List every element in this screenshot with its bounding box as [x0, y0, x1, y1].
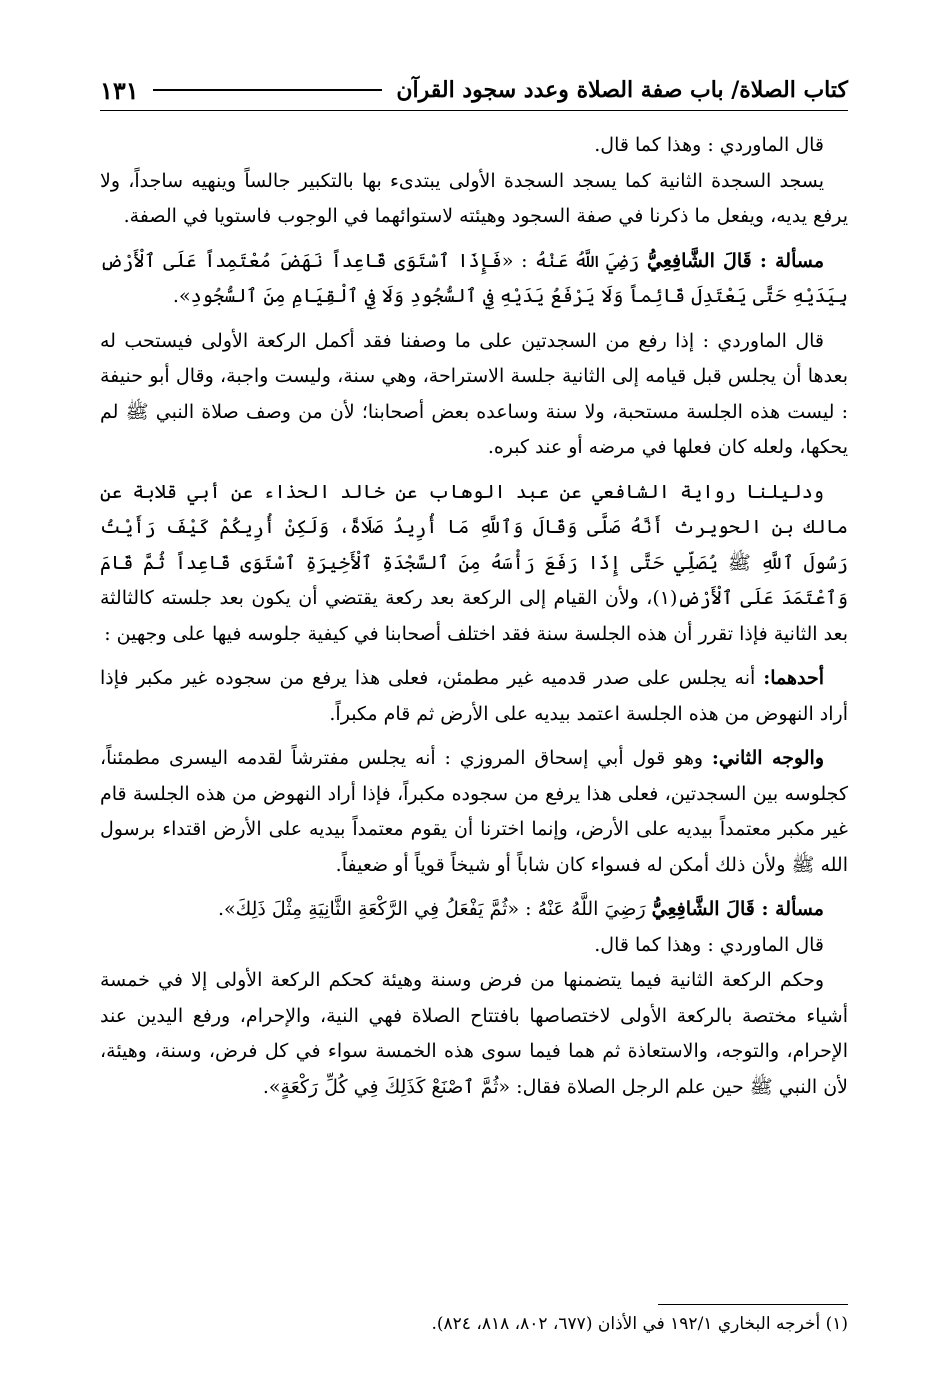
paragraph-text: قال الماوردي : إذا رفع من السجدتين على ما وصفنا فقد أكمل الركعة الأولى فيستحب له بعدها أن يجلس قبل قيامه إلى الثانية جلسة الاستراحة، وهي سنة، وليست واجبة، وقال أبو حنيفة : ليست هذه الجلسة مستحبة، ولا سنة وساعده بعض أصحابنا؛ لأن من وصف صلاة النبي ﷺ لم يحكها، ولعله كان فعلها في مرضه أو عند كبره. — [100, 329, 848, 458]
footnote: (١) أخرجه البخاري ١٩٢/١ في الأذان (٦٧٧، ٨٠٢، ٨١٨، ٨٢٤). — [431, 1314, 848, 1334]
paragraph — [100, 324, 848, 466]
running-header — [100, 70, 848, 111]
paragraph-text: يسجد السجدة الثانية كما يسجد السجدة الأولى يبتدىء بها بالتكبير جالساً وينهيه ساجداً، ولا يرفع يديه، ويفعل ما ذكرنا في صفة السجود وهيئته لاستوائهما في الوجوب فاستويا في الصفة. — [100, 169, 848, 227]
masala-paragraph — [100, 892, 848, 928]
paragraph-lead: والوجه الثاني: — [711, 747, 824, 769]
paragraph — [100, 928, 848, 964]
paragraph-lead: مسألة : قَالَ الشَّافِعِيُّ — [651, 898, 824, 920]
paragraph — [100, 661, 848, 732]
paragraph — [100, 963, 848, 1105]
paragraph-text: رَضِيَ اللَّهُ عَنْهُ : «ثُمَّ يَفْعَلُ فِي الرَّكْعَةِ الثَّانِيَةِ مِثْلَ ذَلِكَ». — [217, 898, 652, 920]
header-rule — [153, 89, 383, 91]
page-number: ١٣١ — [100, 75, 139, 105]
header-title: كتاب الصلاة/ باب صفة الصلاة وعدد سجود القرآن — [396, 77, 848, 103]
paragraph-text: قال الماوردي : وهذا كما قال. — [594, 933, 824, 956]
paragraph-text: رَضِيَ اللَّهُ عَنْهُ : «فَإِذَا ٱسْتَوَى قَاعِداً نَهَضَ مُعْتَمِداً عَلَى ٱلْأَرْضِ بِيَدَيْهِ حَتَّى يَعْتَدِلَ قَائِماً وَلَا يَرْفَعُ يَدَيْهِ فِي ٱلسُّجُودِ وَلَا فِي ٱلْقِيَامِ مِنَ ٱلسُّجُودِ». — [100, 249, 848, 307]
paragraph — [100, 741, 848, 883]
paragraph-text: وهو قول أبي إسحاق المروزي : أنه يجلس مفترشاً لقدمه اليسرى مطمئناً، كجلوسه بين السجدتين، فعلى هذا يرفع من سجوده مكبراً، فإذا أراد النهوض من هذه الجلسة قام غير مكبر معتمداً بيديه على الأرض، وإنما اخترنا أن يقوم معتمداً بيديه على الأرض اقتداء برسول الله ﷺ ولأن ذلك أمكن له فسواء كان شاباً أو شيخاً قوياً أو ضعيفاً. — [100, 747, 848, 876]
masala-paragraph — [100, 244, 848, 315]
paragraph-text: قال الماوردي : وهذا كما قال. — [594, 134, 824, 156]
paragraph-text: وحكم الركعة الثانية فيما يتضمنها من فرض وسنة وهيئة كحكم الركعة الأولى إلا في خمسة أشياء مختصة بالركعة الأولى لاختصاصها بافتتاح الصلاة فهي النية، والإحرام، ورفع اليدين عند الإحرام، والتوجه، والاستعاذة ثم هما فيما سوى هذه الخمسة سواء في كل فرض، وسنة، وهيئة، لأن النبي ﷺ حين علم الرجل الصلاة فقال: «ثُمَّ ٱصْنَعْ كَذَلِكَ فِي كُلِّ رَكْعَةٍ». — [100, 969, 848, 1098]
paragraph-text: ودليلنا رواية الشافعي عن عبد الوهاب عن خالد الحذاء عن أبي قلابة عن مالك بن الحويرث أَنَّهُ صَلَّى وَقَالَ وَٱللَّهِ مَا أُرِيدُ صَلَاةً، وَلَكِنْ أُرِيكُمْ كَيْفَ رَأَيْتُ رَسُولَ ٱللَّهِ ﷺ يُصَلِّي حَتَّى إِذَا رَفَعَ رَأْسَهُ مِنَ ٱلسَّجْدَةِ ٱلْأَخِيرَةِ ٱسْتَوَى قَاعِداً ثُمَّ قَامَ وَٱعْتَمَدَ عَلَى ٱلْأَرْضِ(١)، ولأن القيام إلى الركعة بعد ركعة يقتضي أن يكون بعد جلسته كالثالثة بعد الثانية فإذا تقرر أن هذه الجلسة سنة فقد اختلف أصحابنا في كيفية جلوسه فيها على وجهين : — [100, 480, 848, 645]
paragraph-lead: مسألة : قَالَ الشَّافِعِيُّ — [646, 249, 824, 272]
paragraph — [100, 164, 848, 235]
paragraph — [100, 475, 848, 653]
page-body — [100, 128, 848, 1105]
paragraph — [100, 128, 848, 164]
paragraph-text: أنه يجلس على صدر قدميه غير مطمئن، فعلى هذا يرفع من سجوده غير مكبر فإذا أراد النهوض من هذه الجلسة اعتمد بيديه على الأرض ثم قام مكبراً. — [100, 667, 848, 725]
paragraph-lead: أحدهما: — [763, 667, 824, 689]
footnote-rule — [658, 1304, 848, 1305]
